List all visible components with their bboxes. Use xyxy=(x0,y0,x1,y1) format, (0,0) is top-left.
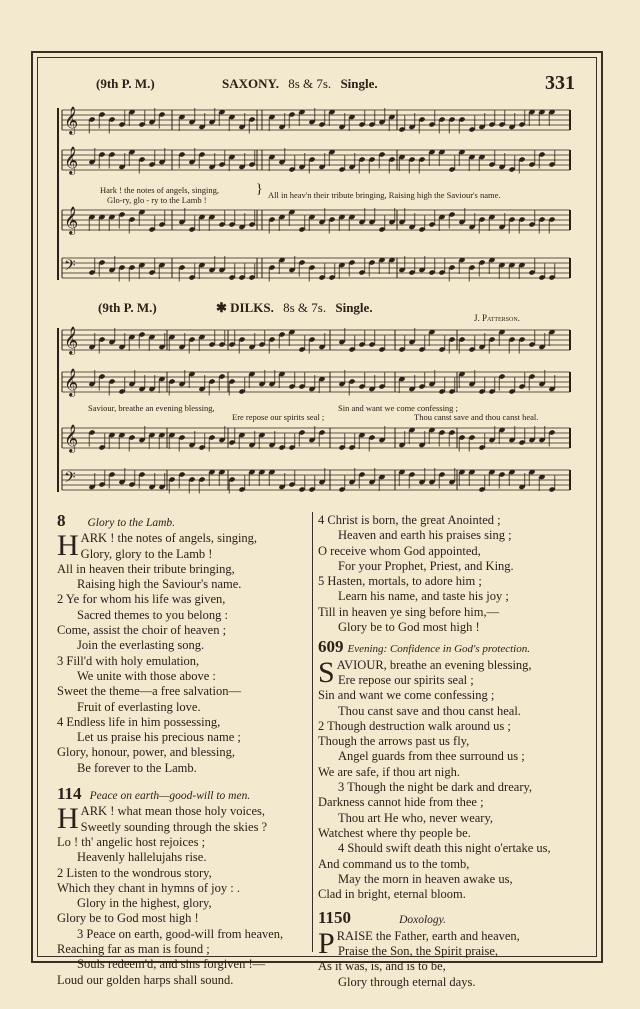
hymn-line: Raising high the Saviour's name. xyxy=(77,577,242,592)
hymn-lines xyxy=(57,547,307,776)
hymn-line: Come, assist the choir of heaven ; xyxy=(57,623,227,638)
hymn-first-line: ARK ! what mean those holy voices, xyxy=(80,804,266,819)
hymn-line: We are safe, if thou art nigh. xyxy=(318,764,460,779)
tune1-lyric-right: All in heav'n their tribute bringing, Raising high the Saviour's name. xyxy=(268,190,501,200)
hymn-114 xyxy=(57,786,307,988)
tune2-lyric-3: Sin and want we come confessing ; xyxy=(338,403,458,413)
hymn-first-line: RAISE the Father, earth and heaven, xyxy=(336,928,520,943)
hymn-line: Till in heaven ye sing before him,— xyxy=(318,604,500,619)
hymn-line: Angel guards from thee surround us ; xyxy=(338,749,525,764)
column-divider xyxy=(312,512,313,952)
tune2-composer: J. Patterson. xyxy=(474,313,520,323)
hymn-line: 4 Christ is born, the great Anointed ; xyxy=(318,513,501,527)
treble-clef-icon: 𝄞 xyxy=(64,326,79,354)
brace-icon: } xyxy=(256,182,263,197)
tune2-lyric-1: Saviour, breathe an evening blessing, xyxy=(88,403,215,413)
treble-clef-icon: 𝄞 xyxy=(64,206,79,234)
tune2-kind: Single. xyxy=(335,300,373,315)
hymn-line: Learn his name, and taste his joy ; xyxy=(338,589,509,604)
hymn-line: Glory be to God most high ! xyxy=(57,911,199,926)
hymn-line: Fruit of everlasting love. xyxy=(77,699,201,714)
hymn-lines xyxy=(318,513,580,635)
hymn-line: Glory, honour, power, and blessing, xyxy=(57,745,236,760)
hymn-line: Glory be to God most high ! xyxy=(338,620,480,635)
hymn-line: Darkness cannot hide from thee ; xyxy=(318,795,484,810)
hymn-line: 3 Peace on earth, good-will from heaven, xyxy=(77,926,284,941)
hymn-line: 5 Hasten, mortals, to adore him ; xyxy=(318,574,482,589)
hymn-line: Heaven and earth his praises sing ; xyxy=(338,528,512,543)
tune1-meter-label: (9th P. M.) xyxy=(96,76,155,91)
hymn-line: 3 Fill'd with holy emulation, xyxy=(57,653,200,668)
hymn-line: We unite with those above : xyxy=(77,668,216,683)
hymn-line: Watchest where thy people be. xyxy=(318,825,471,840)
hymn-line: Reaching far as man is found ; xyxy=(57,942,210,957)
tune2-lyric-4: Thou canst save and thou canst heal. xyxy=(414,412,539,422)
right-column xyxy=(318,513,580,990)
hymn-line: And command us to the tomb, xyxy=(318,856,470,871)
treble-clef-icon: 𝄞 xyxy=(64,106,79,134)
bass-clef-icon: 𝄢 xyxy=(64,469,76,490)
hymn-8 xyxy=(57,513,307,776)
drop-cap: H xyxy=(57,529,79,563)
hymn-line: Heavenly hallelujahs rise. xyxy=(77,850,207,865)
hymn-line: May the morn in heaven awake us, xyxy=(338,871,513,886)
hymn-line: 3 Though the night be dark and dreary, xyxy=(338,780,533,795)
drop-cap: P xyxy=(318,926,335,960)
tune2-lyric-2: Ere repose our spirits seal ; xyxy=(232,412,325,422)
hymn-line: Glory through eternal days. xyxy=(338,974,476,989)
hymn-first-line: AVIOUR, breathe an evening blessing, xyxy=(336,657,532,672)
hymn-line: Be forever to the Lamb. xyxy=(77,760,197,775)
hymn-line: For your Prophet, Priest, and King. xyxy=(338,558,514,573)
drop-cap: H xyxy=(57,802,79,836)
tune1-kind: Single. xyxy=(340,76,378,91)
hymn-line: Which they chant in hymns of joy : . xyxy=(57,880,240,895)
hymn-line: Sacred themes to you belong : xyxy=(77,607,229,622)
hymn-1150 xyxy=(318,910,580,989)
hymn-lines xyxy=(318,944,580,990)
hymn-line: 2 Though destruction walk around us ; xyxy=(318,718,511,733)
hymn-first-line: ARK ! the notes of angels, singing, xyxy=(80,531,258,546)
hymn-line: Thou art He who, never weary, xyxy=(338,810,494,825)
hymn-line: Souls redeem'd, and sins forgiven !— xyxy=(77,957,266,972)
tune1-lyric-left-1: Hark ! the notes of angels, singing, xyxy=(100,185,219,195)
hymn-line: Praise the Son, the Spirit praise, xyxy=(338,944,499,959)
music-notation xyxy=(0,0,640,500)
hymn-line: Sweet the theme—a free salvation— xyxy=(57,684,241,699)
hymn-number: 609 xyxy=(318,637,344,657)
hymn-line: Ere repose our spirits seal ; xyxy=(338,672,474,687)
hymn-line: Glory, glory to the Lamb ! xyxy=(80,546,213,561)
hymn-title: Doxology. xyxy=(399,914,447,927)
treble-clef-icon: 𝄞 xyxy=(64,146,79,174)
hymn-title: Evening: Confidence in God's protection. xyxy=(347,643,530,656)
hymn-line: Sin and want we come confessing ; xyxy=(318,688,495,703)
hymn-line: 4 Should swift death this night o'ertake us, xyxy=(338,841,551,856)
treble-clef-icon: 𝄞 xyxy=(64,424,79,452)
drop-cap: S xyxy=(318,655,335,689)
hymn-line: 2 Listen to the wondrous story, xyxy=(57,865,212,880)
treble-clef-icon: 𝄞 xyxy=(64,368,79,396)
hymn-title: Peace on earth—good-will to men. xyxy=(89,790,251,803)
hymn-line: Clad in bright, eternal bloom. xyxy=(318,887,466,902)
hymn-title: Glory to the Lamb. xyxy=(87,517,176,529)
tune2-meter-label: (9th P. M.) xyxy=(98,300,157,315)
hymn-line: Thou canst save and thou canst heal. xyxy=(338,703,521,718)
hymn-line: Let us praise his precious name ; xyxy=(77,730,241,745)
hymn-line: All in heaven their tribute bringing, xyxy=(57,561,235,576)
hymn-line: 4 Endless life in him possessing, xyxy=(57,714,221,729)
hymn-line: 2 Ye for whom his life was given, xyxy=(57,592,226,607)
hymn-line: Join the everlasting song. xyxy=(77,638,205,653)
hymn-line: Though the arrows past us fly, xyxy=(318,734,470,749)
hymn-line: Sweetly sounding through the skies ? xyxy=(80,819,268,834)
tune1-lyric-left-2: Glo-ry, glo - ry to the Lamb ! xyxy=(107,195,207,205)
hymn-lines xyxy=(318,673,580,902)
hymn-lines xyxy=(57,820,307,988)
tune2-meter: 8s & 7s. xyxy=(283,300,327,315)
hymn-number: 8 xyxy=(57,511,66,530)
left-column xyxy=(57,513,307,988)
hymn-number: 1150 xyxy=(318,908,352,928)
hymn-number: 114 xyxy=(57,784,82,804)
hymn-line: Lo ! th' angelic host rejoices ; xyxy=(57,834,206,849)
hymn-line: O receive whom God appointed, xyxy=(318,543,481,558)
hymn-609 xyxy=(318,639,580,902)
hymn-line: Glory in the highest, glory, xyxy=(77,896,212,911)
asterisk-icon: ✱ xyxy=(216,300,227,315)
bass-clef-icon: 𝄢 xyxy=(64,257,76,278)
hymn-line: As it was, is, and is to be, xyxy=(318,959,446,974)
hymn-line: Loud our golden harps shall sound. xyxy=(57,972,234,987)
tune2-name: DILKS. xyxy=(230,300,274,315)
tune1-name: SAXONY. xyxy=(222,76,279,91)
page-number: 331 xyxy=(545,72,575,94)
tune1-meter: 8s & 7s. xyxy=(288,76,332,91)
